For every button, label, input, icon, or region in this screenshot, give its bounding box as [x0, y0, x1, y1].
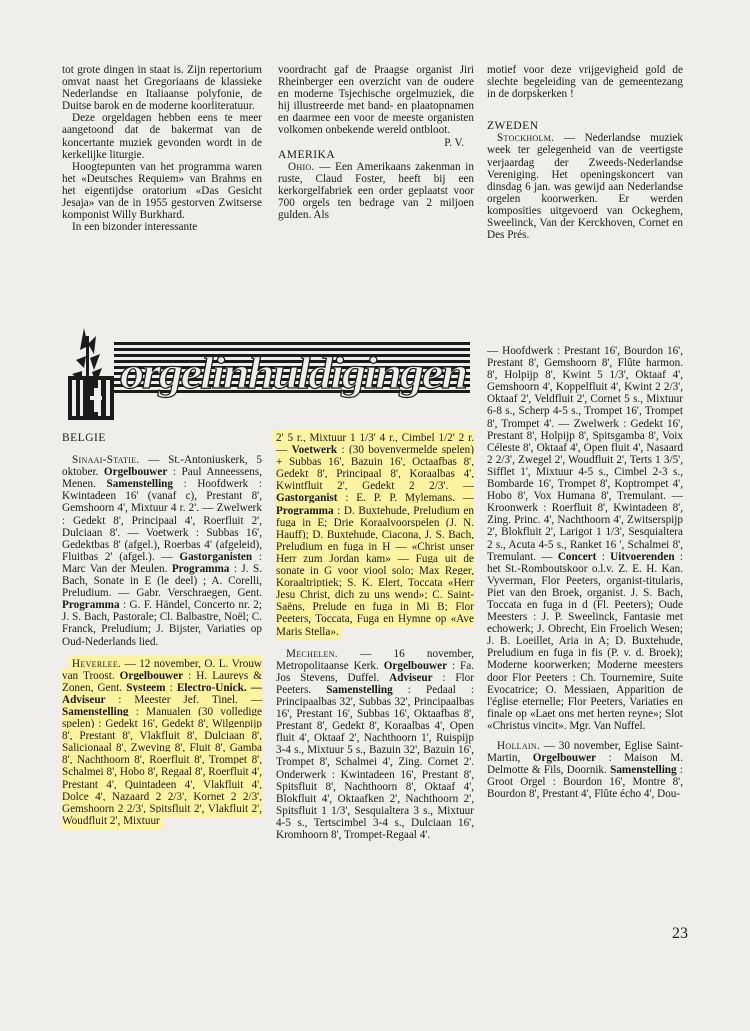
author-signature: P. V. — [444, 136, 464, 149]
column-top-right — [487, 64, 683, 241]
place-name: Mechelen. — [286, 647, 338, 660]
section-heading-belgie: BELGIE — [62, 432, 106, 444]
label: Uitvoerenden — [610, 550, 675, 563]
place-name: Sinaai-Statie. — [72, 454, 140, 467]
entry-mechelen — [276, 648, 474, 842]
text: : Maison M. Delmotte & Fils, Doornik. — [487, 752, 683, 777]
highlighted-passage — [273, 430, 474, 640]
text: — 30 november, Eglise Saint-Martin, — [487, 740, 683, 765]
column-bottom-left — [62, 432, 262, 827]
entry-mechelen-continued — [487, 345, 683, 732]
entry-hollain — [487, 740, 683, 800]
text: — 16 november, Metropolitaanse Kerk. — [276, 647, 474, 672]
entry-heverlee-continued — [276, 432, 474, 638]
text: : Meester Jef. Tinel. — — [105, 693, 262, 706]
text: : J. S. Bach, Sonate in E (le deel) ; A. Corelli, Preludium. — Gabr. Verschraegen, Gent. — [62, 562, 263, 600]
label: Concert — [557, 550, 597, 563]
entry-heverlee — [62, 658, 262, 827]
text: : G. F. Händel, Concerto nr. 2; J. S. Bach, Pastorale; Cl. Balbastre, Noël; C. Franck, Preludium; J. Bijster, Variaties op Oud-Nederlands lied. — [62, 599, 262, 648]
label: Programma — [62, 599, 120, 612]
text: : Manualen (30 volledige spelen) : Gedekt 16', Gedekt 8', Wilgenpijp 8', Prestant 8', Vlakfluit 8', Dulciaan 8', Salicionaal 8', Zweving 8', Fluit 8', Gamba 8', Nachthoorn 8', Roerfluit 8', Trompet 8', Schalmei 8', Hobo 8', Regaal 8', Roerfluit 4', Prestant 4', Quintadeen 4', Vlakfluit 4', Dolce 4', Nazaard 2 2/3', Kornet 2 2/3', Gemshoorn 2 2/3', Spitsfluit 2', Vlakfluit 2', Woudfluit 2', Mixtuur — [62, 705, 262, 827]
section-heading-zweden: ZWEDEN — [487, 120, 539, 133]
text: : — [165, 681, 177, 694]
label: Gastorganisten — [179, 550, 253, 563]
text: : E. P. P. Mylemans. — — [337, 492, 474, 505]
label: Samenstelling — [326, 683, 393, 696]
wheat-illustration-icon — [68, 328, 114, 420]
label: Programma — [171, 562, 230, 575]
text: — 12 november, O. L. Vrouw van Troost. — [62, 657, 262, 682]
highlighted-passage — [62, 656, 262, 829]
text: : Flor Peeters. — [276, 671, 474, 696]
place-name: Stockholm. — [497, 132, 555, 145]
label: Adviseur — [389, 671, 433, 684]
column-top-left — [62, 64, 262, 233]
text: : het St.-Romboutskoor o.l.v. Z. E. H. Kan. Vyverman, Flor Peeters, organist-titularis, Piet van den Broek, organist. J. S. Bach, Toccata en fuga in d (Fl. Peeters); Oude Meesters : J. P. Sweelinck, Fantasie met echowerk; J. Obrecht, Ein Froelich Wesen; J. B. Loeillet, Aria in A; D. Buxtehude, Preludium en fuga in fis (P. v. d. Broek); Moderne koorwerken; Moderne meesters door Flor Peeters : Ch. Tournemire, Suite Evocatrice; O. Messiaen, Apparition de l'église eternelle; Flor Peeters, Variaties en finale op «Laet ons met herten reyne»; Slot «Christus vincit». Mgr. Van Nuffel. — [487, 550, 684, 732]
text: : Fa. Jos Stevens, Duffel. — [276, 659, 474, 684]
label: Samenstelling — [62, 705, 129, 718]
text: — Hoofdwerk : Prestant 16', Bourdon 16', Prestant 8', Gemshoorn 8', Flûte harmon. 8', Holpijp 8', Kwint 5 1/3', Oktaaf 4', Gemshoorn 4', Koppelfluit 4', Kwint 2 2/3', Oktaaf 2', Veldfluit 2', Cornet 5 s., Mixtuur 6-8 s., Scherp 4-5 s., Trompet 16', Trompet 8', Trompet 4'. — Zwelwerk : Gedekt 16', Prestant 8', Holpijp 8', Spitsgamba 8', Voix Céleste 8', Oktaaf 4', Open fluit 4', Nasaard 2 2/3', Zwegel 2', Woudfluit 2', Terts 1 3/5', Sifflet 1', Mixtuur 4-5 s., Cimbel 2-3 s., Bombarde 16', Trompet 8', Koptrompet 4', Hobo 8', Vox Humana 8', Tremulant. — Kroonwerk : Roerfluit 8', Kwintadeen 8', Zing. Princ. 4', Nachthoorn 4', Zwitserspijp 2', Blokfluit 2', Larigot 1 1/3', Sesquialtera 2 s., Acuta 4-5 s., Ranket 16 ', Schalmei 8', Tremulant. — — [487, 345, 683, 563]
place-name: Ohio. — [288, 160, 315, 173]
label: Programma — [276, 504, 334, 517]
paragraph — [487, 132, 683, 241]
label: Voetwerk — [291, 444, 338, 457]
text: 2' 5 r., Mixtuur 1 1/3' 4 r., Cimbel 1/2' 2 r. — — [276, 432, 474, 457]
text: : H. Laureys & Zonen, Gent. — [62, 669, 262, 694]
section-banner — [62, 316, 472, 426]
label: Orgelbouwer — [532, 752, 597, 765]
place-name: Heverlee. — [72, 657, 122, 670]
entry-sinaai-statie — [62, 454, 262, 648]
paragraph: Deze orgeldagen hebben eens te meer aangetoond dat de bakermat van de koncertante muziek gevonden wordt in de kerkelijke liturgie. — [62, 112, 262, 161]
label: Samenstelling — [610, 764, 677, 777]
text: : (30 bovenvermelde spelen) + Subbas 16', Bazuin 16', Octaafbas 8', Gedekt 8', Principaal 8', Koraalbas 4', Kwintfluit 2', Gedekt 2 2/3'. — — [276, 444, 474, 493]
column-bottom-middle — [276, 432, 474, 841]
column-top-middle — [278, 64, 474, 221]
text: : Groot Orgel : Bourdon 16', Montre 8', Bourdon 8', Prestant 4', Flûte écho 4', Dou- — [487, 764, 684, 801]
text: : Paul Anneessens, Menen. — [62, 466, 262, 491]
paragraph: Hoogtepunten van het programma waren het «Deutsches Requiem» van Brahms en het eigentijdse oratorium «Das Gesicht Jesaja» van de in 1955 gestorven Zwitserse komponist Willy Burkhard. — [62, 160, 262, 222]
paragraph: tot grote dingen in staat is. Zijn repertorium omvat naast het Gregoriaans de klassieke Nederlandse en Italiaanse polyfonie, de Duitse barok en de moderne koorliteratuur. — [62, 64, 262, 113]
text: : Hoofdwerk : Kwintadeen 16' (vanaf c), Prestant 8', Gemshoorn 4', Mixtuur 4 r. 2'. — Zwelwerk : Gedekt 8', Principaal 4', Roerfluit 2', Dulciaan 8'. — Voetwerk : Subbas 16', Gedektbas 8' (afgel.), Roerbas 4' (afgeleid), Fluitbas 2' (afgel.). — — [62, 478, 262, 563]
paragraph: motief voor deze vrijgevigheid gold de slechte begeleiding van de gemeentezang in de dorpskerken ! — [487, 64, 683, 101]
label: Orgelbouwer — [103, 466, 168, 479]
label: Orgelbouwer — [119, 669, 184, 682]
text: — St.-Antoniuskerk, 5 oktober. — [62, 454, 262, 479]
label: Samenstelling — [106, 478, 173, 491]
text: : Marc Van der Meulen. — [62, 550, 262, 575]
section-heading-amerika: AMERIKA — [278, 148, 336, 161]
banner-graphic — [62, 316, 472, 426]
paragraph-text: — Een Amerikaans zakenman in ruste, Claud Foster, heeft bij een kerkorgelfabriek een order geplaatst voor 700 orgels ten bedrage van 2 miljoen gulden. Als — [278, 160, 474, 222]
label: Electro-Unick. — Adviseur — [62, 681, 263, 706]
label: Orgelbouwer — [383, 659, 448, 672]
column-bottom-right — [487, 345, 683, 800]
text: : D. Buxtehude, Preludium en fuga in E; Drie Koraalvoorspelen (J. N. Hauff); D. Buxtehude, Ciacona, J. S. Bach, Preludium en fuga in H — «Christ unser Herr zum Jordan kam» — Fuga uit de sonate in G voor viool solo; Max Reger, Koraaltriptiek; S. K. Elert, Toccata «Herr Jesu Christ, dich zu uns wend»; C. Saint-Saëns, Prelude en fuga in Mi B; Flor Peeters, Toccata, Fuga en Hymne op «Ave Maris Stella». — [276, 504, 474, 638]
paragraph — [278, 161, 474, 221]
text: : Pedaal : Principaalbas 32', Subbas 32', Principaalbas 16', Prestant 16', Subbas 16', Oktaafbas 8', Prestant 8', Gedekt 8', Koraalbas 4', Open fluit 4', Oktaaf 2', Nachthoorn 1', Ruispijp 3-4 s., Mixtuur 5 s., Bazuin 32', Bazuin 16', Trompet 8', Schalmei 4', Zing. Cornet 2'. Onderwerk : Kwintadeen 16', Prestant 8', Spitsfluit 8', Nachthoorn 8', Oktaaf 4', Blokfluit 4', Oktaafken 2', Nachthoorn 2', Spitsfluit 1 1/3', Sesquialtera 3 s., Mixtuur 4-5 s., Tertscimbel 3-4 s., Dulciaan 16', Kromhoorn 8', Trompet-Regaal 4'. — [276, 683, 474, 841]
page-number: 23 — [672, 925, 688, 942]
label: Gastorganist — [276, 492, 338, 505]
label: Systeem — [126, 681, 166, 694]
paragraph: In een bizonder interessante — [72, 221, 198, 234]
text: : — [596, 550, 611, 563]
paragraph-text: — Nederlandse muziek week ter gelegenheid van de veertigste verjaardag der Zweeds-Nederlandse Vereniging. Het openingskoncert van dinsdag 6 jan. was gewijd aan Nederlandse orgelen koorwerken. Er werden komposities uitgevoerd van Ockeghem, Sweelinck, Van der Kerckhoven, Cornet en Des Prés. — [487, 132, 683, 242]
place-name: Hollain. — [497, 740, 541, 752]
banner-title: orgelinhuldigingen — [120, 347, 467, 398]
paragraph: voordracht gaf de Praagse organist Jiri Rheinberger een overzicht van de oudere en moderne Tsjechische orgelmuziek, die hij illustreerde met band- en plaatopnamen en daarmee een voor de meeste organisten volkomen onbekende wereld ontbloot. — [278, 64, 474, 137]
